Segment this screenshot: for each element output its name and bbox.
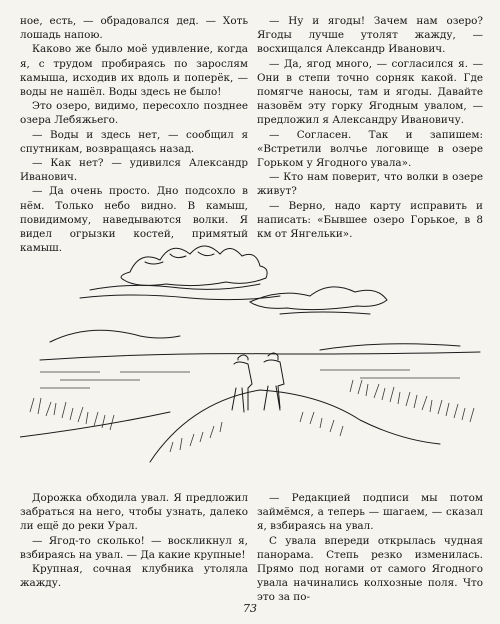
paragraph: ное, есть, — обрадовался дед. — Хоть лошадь напою. (20, 15, 248, 42)
paragraph: — Верно, надо карту исправить и написать: «Бывшее озеро Горькое, в 8 км от Янгельки». (257, 199, 483, 241)
paragraph: Это озеро, видимо, пересохло позднее озера Лебяжьего. (20, 100, 248, 127)
page-number: 73 (243, 602, 257, 615)
paragraph: — Кто нам поверит, что волки в озере живут? (257, 171, 483, 198)
paragraph: — Как нет? — удивился Александр Иванович. (20, 157, 248, 184)
paragraph: С увала впереди открылась чудная панорама. Степь резко изменилась. Прямо под ногами от самого Ягодного увала начинались колхозные поля. Что это за по- (257, 534, 483, 604)
paragraph: — Да очень просто. Дно подсохло в нём. Только небо видно. В камыш, повидимому, наведываются волки. Я видел огрызки костей, примятый камыш. (20, 185, 248, 255)
text-column-left-bottom (20, 491, 248, 590)
text-column-right-top (257, 14, 483, 241)
paragraph: Крупная, сочная клубника утоляла жажду. (20, 563, 248, 590)
paragraph: Каково же было моё удивление, когда я, с трудом пробираясь по зарослям камыша, исходив их вдоль и поперёк, — воды не нашёл. Воды здесь не было! (20, 43, 248, 99)
steppe-illustration (20, 232, 486, 487)
paragraph: — Согласен. Так и запишем: «Встретили волчье логовище в озере Горьком у Ягодного увала». (257, 128, 483, 170)
text-column-right-bottom (257, 491, 483, 605)
paragraph: — Воды и здесь нет, — сообщил я спутникам, возвращаясь назад. (20, 128, 248, 155)
text-column-left-top (20, 14, 248, 255)
paragraph: — Редакцией подписи мы потом займёмся, а теперь — шагаем, — сказал я, взбираясь на увал. (257, 492, 483, 533)
paragraph: — Ягод-то сколько! — воскликнул я, взбираясь на увал. — Да какие крупные! (20, 534, 248, 561)
paragraph: Дорожка обходила увал. Я предложил забраться на него, чтобы узнать, далеко ли ещё до реки Урал. (20, 492, 248, 533)
paragraph: — Ну и ягоды! Зачем нам озеро? Ягоды лучше утолят жажду, — восхищался Александр Иванович. (257, 15, 483, 56)
paragraph: — Да, ягод много, — согласился я. — Они в степи точно сорняк какой. Где помягче наносы, там и ягоды. Давайте назовём эту горку Ягодным увалом, — предложил я Александру Ивановичу. (257, 57, 483, 127)
